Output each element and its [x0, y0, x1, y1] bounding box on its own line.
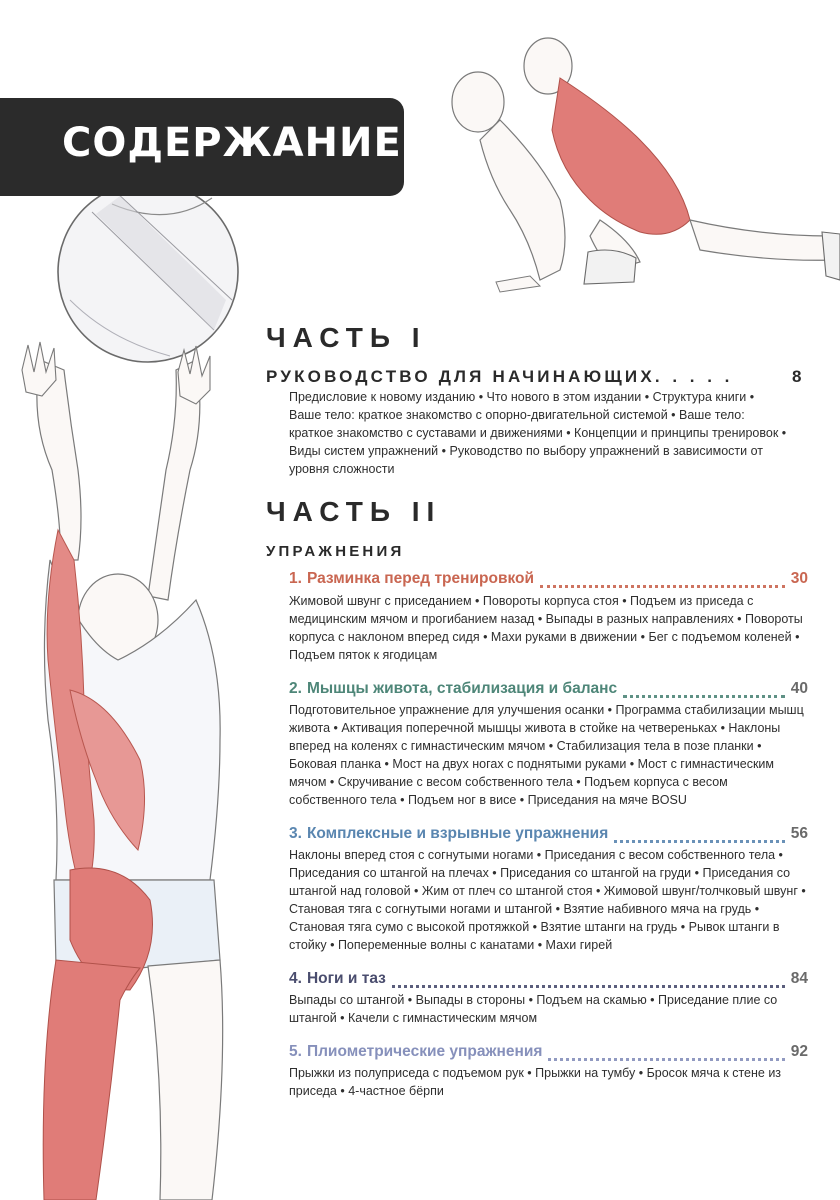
part1-description: Предисловие к новому изданию • Что нового в этом издании • Структура книги • Ваше тело: краткое знакомство с опорно-двигательной системой • Ваше тело: краткое знакомство с суставами и движениями • Концепции и принципы тренировок • Виды систем упражнений • Руководство по выбору упражнений в зависимости от уровня сложности [289, 390, 787, 476]
chapter-page-number: 56 [790, 825, 808, 842]
chapter-title: Комплексные и взрывные упражнения [306, 825, 609, 842]
page-title: СОДЕРЖАНИЕ [62, 120, 402, 166]
medicine-ball-image [58, 182, 238, 362]
chapter-title: Разминка перед тренировкой [306, 570, 535, 587]
leader-dots [392, 981, 785, 988]
part1-section-title: РУКОВОДСТВО ДЛЯ НАЧИНАЮЩИХ. . . . . [266, 367, 734, 386]
chapter4-description: Выпады со штангой • Выпады в стороны • Подъем на скамью • Приседание плие со штангой • Качели с гимнастическим мячом [289, 993, 778, 1025]
part1-section-dots: . . . . . [654, 367, 734, 386]
toc-entry-core[interactable]: 2. Мышцы живота, стабилизация и баланс 40 [289, 680, 808, 697]
part2-heading: ЧАСТЬ II [266, 496, 442, 527]
title-banner [0, 98, 404, 196]
leader-dots [540, 581, 785, 588]
part1-page-number: 8 [792, 367, 802, 386]
toc-entry-warmup[interactable]: 1. Разминка перед тренировкой 30 [289, 570, 808, 587]
chapter2-description: Подготовительное упражнение для улучшения осанки • Программа стабилизации мышц живота • Активация поперечной мышцы живота в стойке на четвереньках • Наклоны вперед на коленях с гимнастическим мячом • Стабилизация тела в позе планки • Боковая планка • Мост на двух ногах с поднятыми руками • Мост с гимнастическим мячом • Скручивание с весом собственного тела • Подъем корпуса с весом собственного тела • Подъем ног в висе • Приседания на мяче BOSU [289, 703, 804, 807]
chapter-page-number: 92 [790, 1043, 808, 1060]
leader-dots [548, 1054, 784, 1061]
chapter-title: Ноги и таз [306, 970, 386, 987]
chapter5-description: Прыжки из полуприседа с подъемом рук • Прыжки на тумбу • Бросок мяча к стене из приседа • 4-частное бёрпи [289, 1066, 782, 1098]
chapter-page-number: 84 [790, 970, 808, 987]
toc-entry-plyometrics[interactable]: 5. Плиометрические упражнения 92 [289, 1043, 808, 1060]
chapter-page-number: 30 [790, 570, 808, 587]
chapter-page-number: 40 [790, 680, 808, 697]
leader-dots [623, 691, 785, 698]
leader-dots [614, 836, 784, 843]
chapter1-description: Жимовой швунг с приседанием • Повороты корпуса стоя • Подъем из приседа с медицинским мячом и прогибанием назад • Выпады в разных направлениях • Повороты корпуса с наклоном вперед сидя • Махи руками в движении • Бег с подъемом коленей • Подъем пяток к ягодицам [289, 594, 803, 662]
part2-section-title: УПРАЖНЕНИЯ [266, 543, 405, 560]
part1-heading: ЧАСТЬ I [266, 322, 427, 353]
standing-figure-image [22, 342, 223, 1200]
chapter-title: Мышцы живота, стабилизация и баланс [306, 680, 618, 697]
toc-entry-legs[interactable]: 4. Ноги и таз 84 [289, 970, 808, 987]
chapter3-description: Наклоны вперед стоя с согнутыми ногами • Приседания с весом собственного тела • Приседания со штангой на плечах • Приседания со штангой на груди • Приседания со штангой над головой • Жим от плеч со штангой стоя • Жимовой швунг/толчковый швунг • Становая тяга с согнутыми ногами и штангой • Взятие набивного мяча на грудь • Становая тяга сумо с высокой протяжкой • Взятие штанги на грудь • Рывок штанги в стойку • Попеременные волны с канатами • Махи гирей [289, 848, 806, 952]
crouching-figures-image [452, 38, 840, 292]
chapter-title: Плиометрические упражнения [306, 1043, 543, 1060]
toc-entry-complex[interactable]: 3. Комплексные и взрывные упражнения 56 [289, 825, 808, 842]
